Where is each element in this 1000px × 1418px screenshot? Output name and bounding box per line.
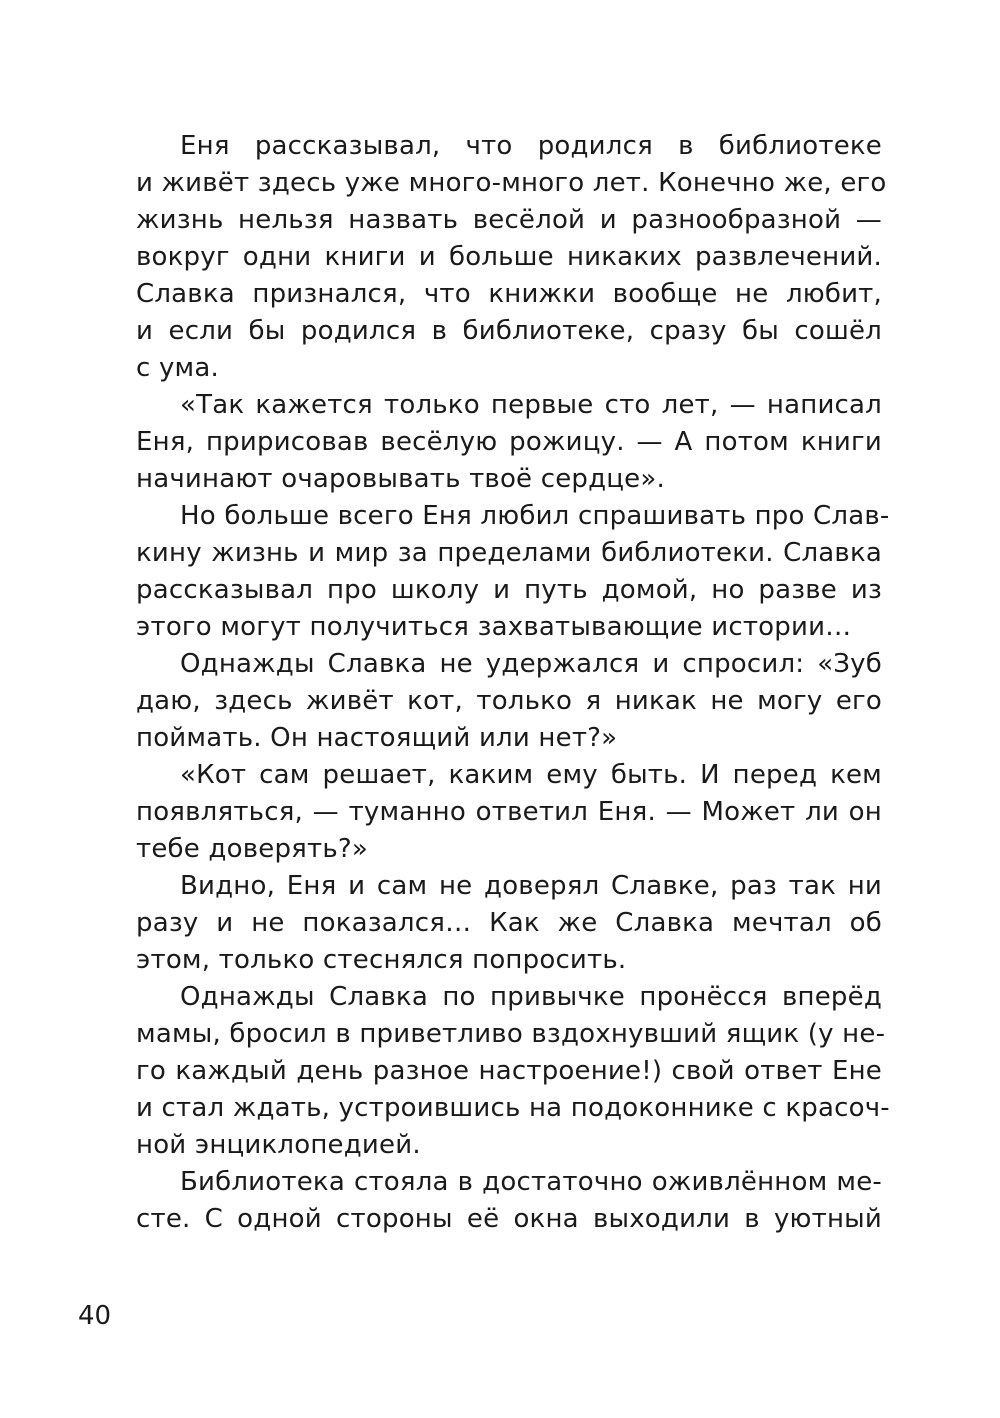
text-line: вокруг одни книги и больше никаких развлечений. xyxy=(136,242,882,272)
text-line: «Так кажется только первые сто лет, — написал xyxy=(180,390,882,420)
text-line: и стал ждать, устроившись на подоконнике с красоч- xyxy=(136,1093,890,1123)
text-line: кину жизнь и мир за пределами библиотеки. Славка xyxy=(136,538,882,568)
text-line: жизнь нельзя назвать весёлой и разнообразной — xyxy=(136,205,882,235)
text-line: Славка признался, что книжки вообще не любит, xyxy=(136,279,882,309)
text-line: го каждый день разное настроение!) свой ответ Ене xyxy=(136,1056,882,1086)
text-line: Однажды Славка по привычке пронёсся вперёд xyxy=(180,982,882,1012)
text-line: сте. С одной стороны её окна выходили в уютный xyxy=(136,1204,882,1234)
text-line: Еня рассказывал, что родился в библиотеке xyxy=(180,131,882,161)
text-line: поймать. Он настоящий или нет?» xyxy=(136,723,618,753)
text-line: «Кот сам решает, каким ему быть. И перед кем xyxy=(180,760,882,790)
paragraph xyxy=(136,387,882,498)
text-line: разу и не показался… Как же Славка мечтал об xyxy=(136,908,882,938)
paragraph xyxy=(136,868,882,979)
text-line: даю, здесь живёт кот, только я никак не могу его xyxy=(136,686,882,716)
text-line: Но больше всего Еня любил спрашивать про Слав- xyxy=(180,501,890,531)
body-text xyxy=(136,128,890,1238)
text-line: Видно, Еня и сам не доверял Славке, раз так ни xyxy=(180,871,882,901)
text-line: Еня, пририсовав весёлую рожицу. — А потом книги xyxy=(136,427,882,457)
paragraph xyxy=(136,498,890,646)
paragraph xyxy=(136,1164,882,1238)
text-line: тебе доверять?» xyxy=(136,834,368,864)
text-line: Библиотека стояла в достаточно оживлённом ме- xyxy=(180,1167,882,1197)
text-line: появляться, — туманно ответил Еня. — Может ли он xyxy=(136,797,882,827)
text-line: этом, только стеснялся попросить. xyxy=(136,945,627,975)
text-line: рассказывал про школу и путь домой, но разве из xyxy=(136,575,882,605)
text-line: Однажды Славка не удержался и спросил: «Зуб xyxy=(180,649,882,679)
text-line: этого могут получиться захватывающие истории… xyxy=(136,612,852,642)
text-line: начинают очаровывать твоё сердце». xyxy=(136,464,665,494)
text-line: с ума. xyxy=(136,353,219,383)
paragraph xyxy=(136,128,887,387)
text-line: и если бы родился в библиотеке, сразу бы сошёл xyxy=(136,316,882,346)
paragraph xyxy=(136,646,882,757)
text-line: и живёт здесь уже много-много лет. Конечно же, его xyxy=(136,168,887,198)
text-line: ной энциклопедией. xyxy=(136,1130,421,1160)
paragraph xyxy=(136,757,882,868)
paragraph xyxy=(136,979,890,1164)
page-number: 40 xyxy=(78,1301,112,1331)
text-line: мамы, бросил в приветливо вздохнувший ящик (у не- xyxy=(136,1019,886,1049)
